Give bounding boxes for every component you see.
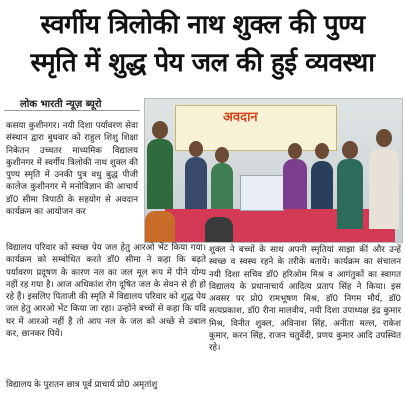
- event-banner-text: अवदान: [223, 110, 258, 125]
- person-head: [315, 143, 329, 159]
- person-figure: [205, 217, 233, 242]
- headline-line-1: स्वर्गीय त्रिलोकी नाथ शुक्ल की पुण्य: [40, 10, 365, 40]
- person-figure: [283, 159, 307, 209]
- person-figure: [311, 161, 333, 209]
- article-body-left-end: विद्यालय के पुरातन छात्र पूर्व प्राचार्य प्रो0 अमृतांशु: [6, 380, 158, 390]
- person-figure: [147, 139, 173, 209]
- headline: [0, 6, 405, 82]
- person-head: [189, 141, 203, 157]
- person-figure: [369, 149, 399, 229]
- ro-purifier-box: [240, 175, 284, 211]
- article-body-right: शुक्ल ने बच्चों के साथ अपनी स्मृतियां साझा कीं और उन्हें स्वच्छ व स्वस्थ रहने के तरीके बताये। कार्यक्रम का संचालन नयी दिशा सचिव डॉ0 हरिओम मिश्र व आगंतुकों का स्वागत विद्यालय के प्रधानाचार्य आदित्य प्रताप सिंह ने किया। इस अवसर पर प्रो0 रामभूषण मिश्र, डॉ0 निगम मौर्य, डॉ0 सत्यप्रकाश, डॉ0 रीना मालवीय, नयी दिशा उपाध्यक्ष इंद्र कुमार मिश्र, विनीत शुक्ल, अविनाश सिंह, अनीता मल्ल, राकेश कुमार, करन सिंह, राजन चतुर्वेदी, प्रणय कुमार आदि उपस्थित रहे।: [209, 245, 401, 354]
- article-body-left: विद्यालय परिवार को स्वच्छ पेय जल हेतु आरओ भेंट किया गया। कार्यक्रम को सम्बोधित करते डॉ0 सीमा ने कहा कि बढ़ते पर्यावरण प्रदूषण के कारण नल का जल मूल रूप में पीने योग्य नहीं रह गया है। आज अधिकांश रोग दूषित जल के सेवन से ही हो रहे हैं। इसलिए पिताजी की स्मृति में विद्यालय परिवार को शुद्ध पेय जल हेतु आरओ भेंट किया जा रहा। उन्होंने बच्चों से कहा कि यदि घर में आरओ नहीं है तो आप नल के जल को अच्छे से उबाल कर, छानकर पियें।: [6, 243, 206, 340]
- event-photo: [144, 98, 403, 243]
- person-head: [215, 147, 229, 163]
- person-head: [288, 143, 302, 159]
- person-figure: [145, 211, 175, 242]
- byline: लोक भारती न्यूज़ ब्यूरो: [20, 99, 102, 110]
- person-head: [152, 121, 168, 139]
- article-left-column: कसया कुशीनगर। नयी दिशा पर्यावरण सेवा संस्थान द्वारा बुधवार को राहुल शिशु शिक्षा निकेतन उच्चतर माध्यमिक विद्यालय कुशीनगर में स्वर्गीय त्रिलोकी नाथ शुक्ल की पुण्य स्मृति में उनकी पुत्र वधु बुद्ध पीजी कालेज कुशीनगर में मनोविज्ञान की आचार्य डॉ0 सीमा त्रिपाठी के सहयोग से अवदान कार्यक्रम का आयोजन कर: [6, 121, 138, 218]
- person-figure: [337, 159, 363, 229]
- headline-line-2: स्मृति में शुद्ध पेय जल की हुई व्यवस्था: [30, 48, 375, 78]
- person-figure: [211, 163, 233, 209]
- person-figure: [185, 157, 207, 209]
- byline-divider: [4, 110, 140, 111]
- person-head: [376, 129, 392, 147]
- person-head: [342, 141, 358, 159]
